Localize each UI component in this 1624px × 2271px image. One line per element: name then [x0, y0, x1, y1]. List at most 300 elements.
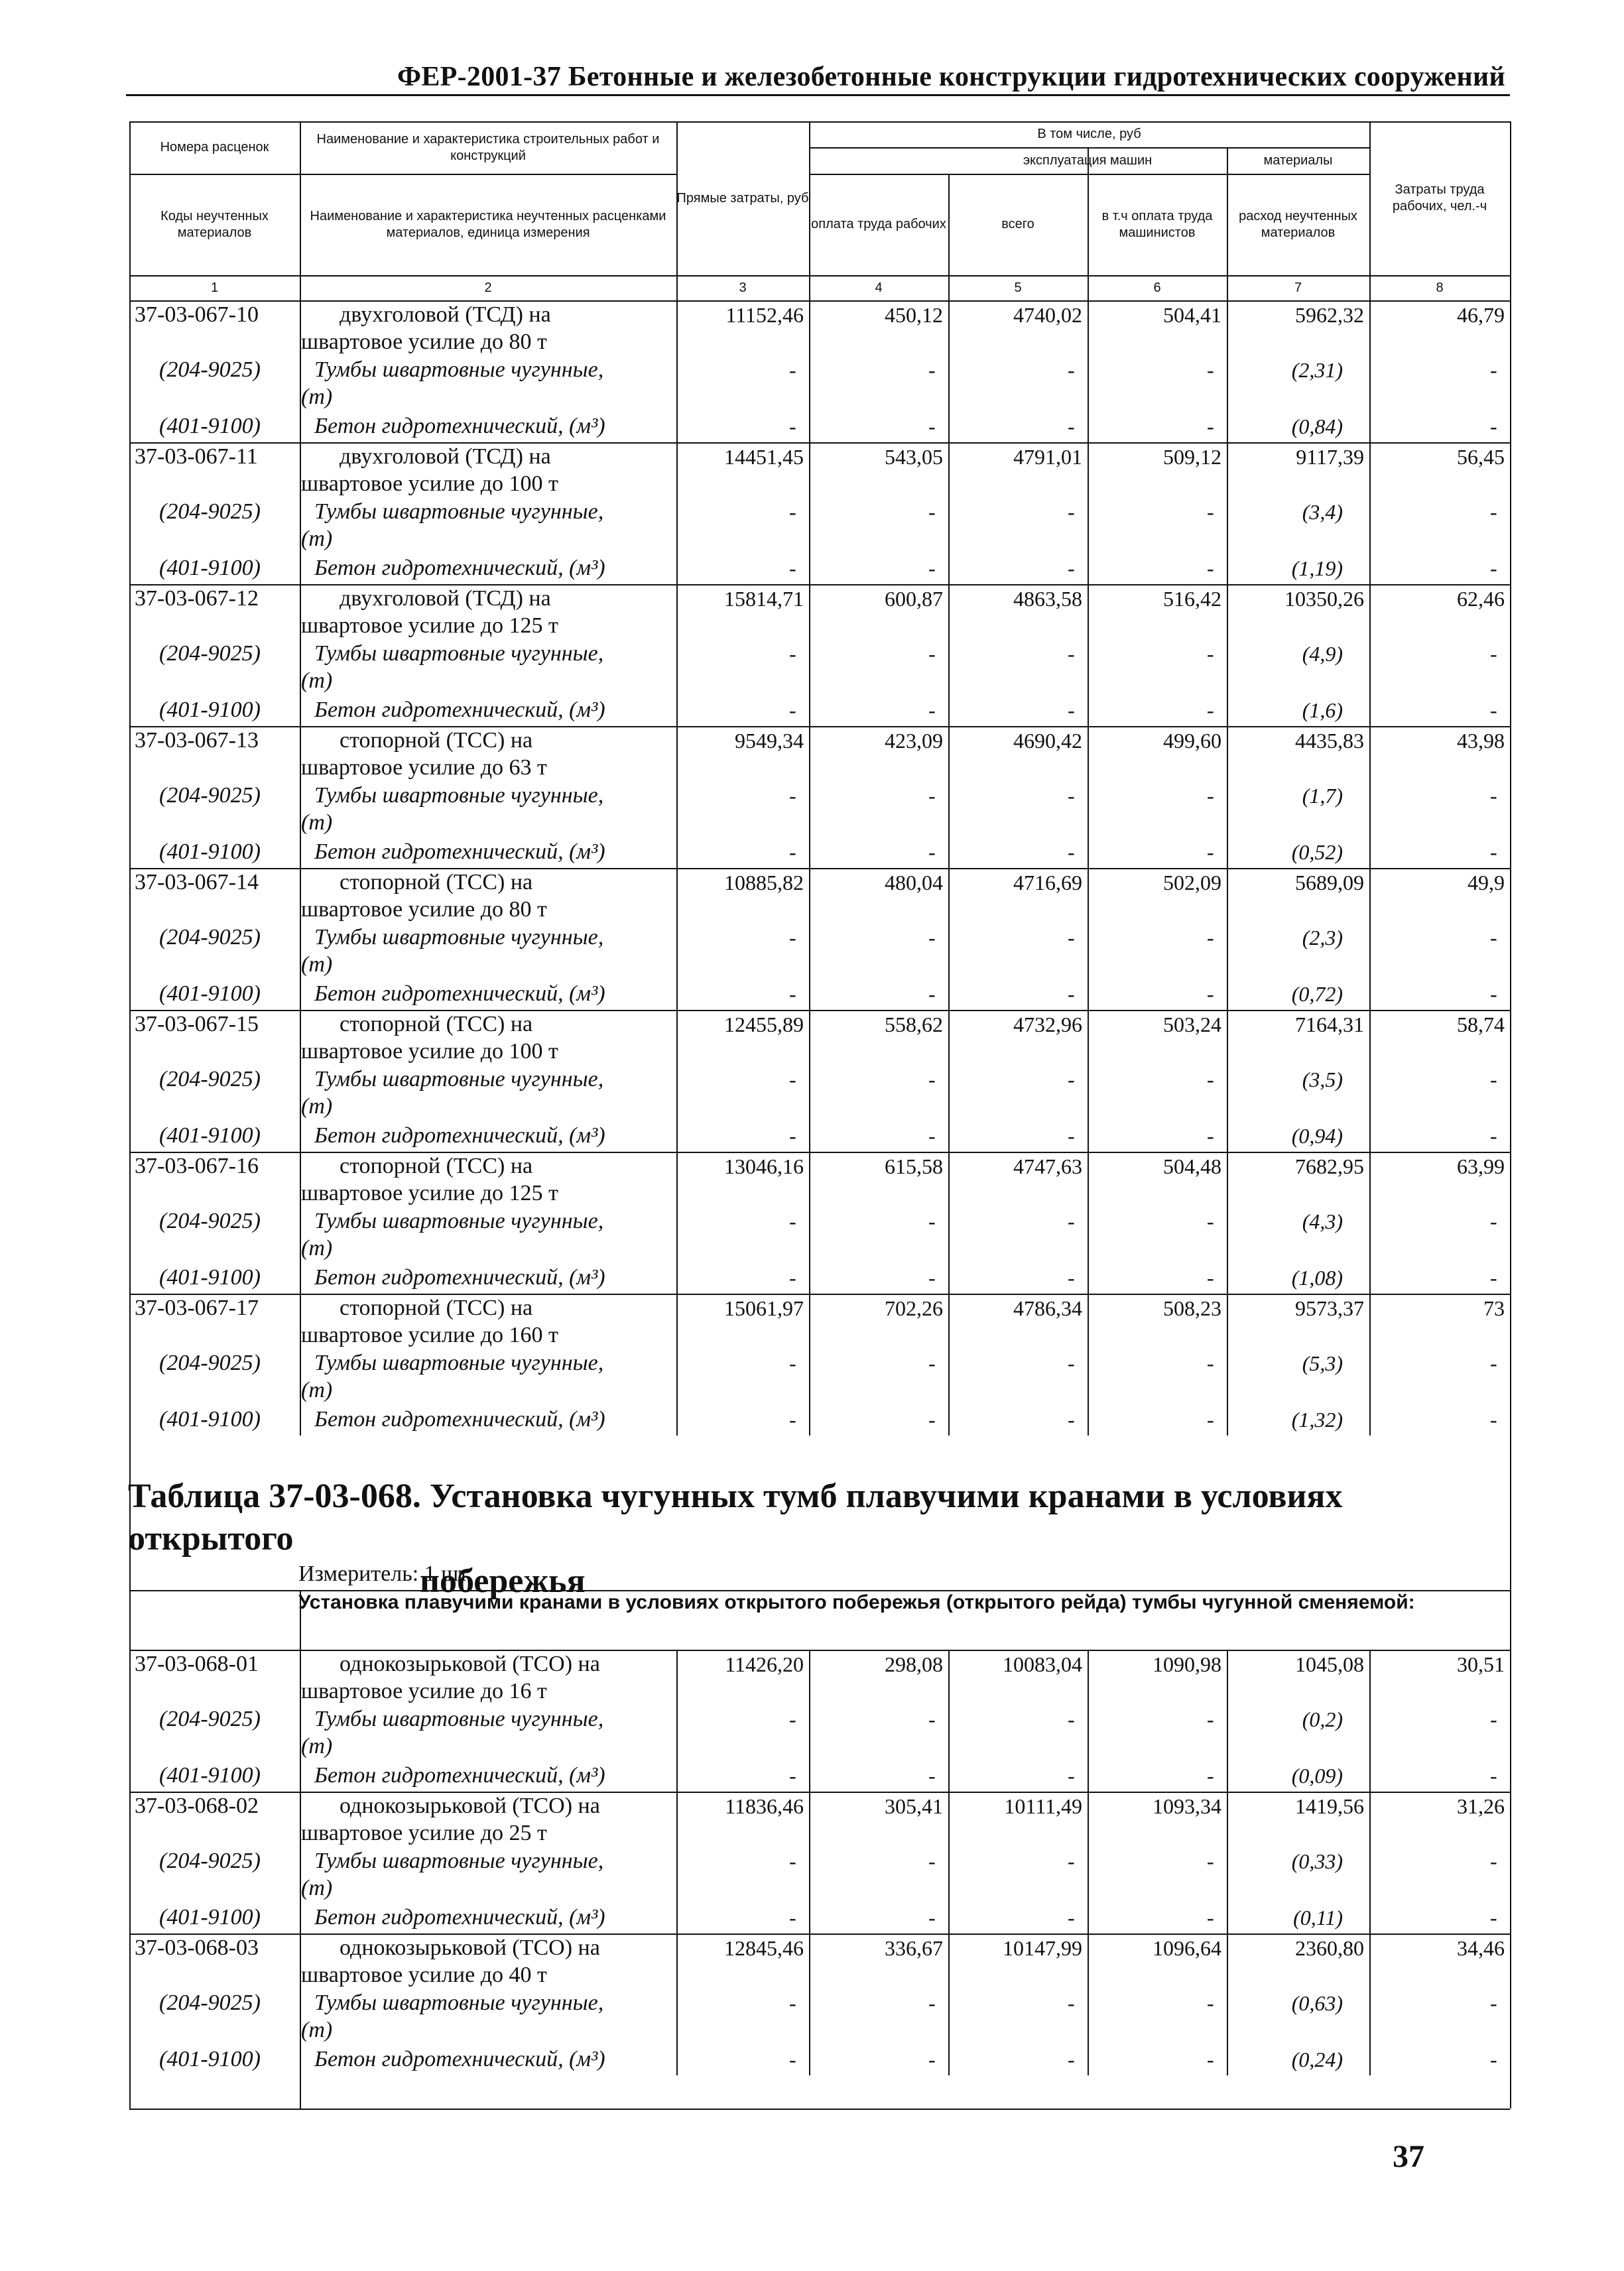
dash: -	[1207, 500, 1214, 524]
material-code: (204-9025)	[159, 1991, 261, 2015]
value-mat: 5689,09	[1295, 871, 1364, 894]
value-direct: 14451,45	[724, 445, 804, 469]
dash: -	[1068, 556, 1075, 580]
rate-code: 37-03-068-03	[135, 1935, 259, 1960]
column-rule	[129, 2075, 131, 2109]
dash: -	[1207, 1068, 1214, 1091]
col-codes2-header: Коды неучтенных материалов	[160, 208, 269, 240]
material-amount: (1,32)	[1291, 1408, 1343, 1432]
material-name: Тумбы швартовные чугунные,	[314, 1849, 604, 1873]
dash: -	[928, 698, 936, 722]
dash: -	[928, 358, 936, 382]
material-name: Тумбы швартовные чугунные,	[314, 641, 604, 666]
col-number: 5	[1014, 280, 1022, 295]
dash: -	[928, 1408, 936, 1432]
dash: -	[1207, 358, 1214, 382]
material-code: (204-9025)	[159, 357, 261, 382]
value-incl: 503,24	[1163, 1013, 1221, 1036]
work-name-line1: однокозырьковой (ТСО) на	[340, 1794, 600, 1818]
material-amount: (2,3)	[1302, 926, 1343, 950]
value-total: 10147,99	[1003, 1936, 1082, 1960]
value-direct: 12455,89	[724, 1013, 804, 1036]
material-unit: (т)	[301, 2018, 333, 2042]
dash: -	[928, 556, 936, 580]
material-unit: (т)	[301, 668, 333, 693]
dash: -	[789, 358, 796, 382]
column-rule	[1227, 1650, 1228, 2075]
work-name-line1: однокозырьковой (ТСО) на	[340, 1935, 600, 1960]
material-name: Тумбы швартовные чугунные,	[314, 1067, 604, 1091]
value-incl: 504,48	[1163, 1154, 1221, 1178]
material-amount: (4,3)	[1302, 1209, 1343, 1233]
col-exploit-header: эксплуатация машин	[1023, 153, 1153, 168]
work-name-line2: швартовое усилие до 25 т	[301, 1821, 547, 1845]
material-amount: (2,31)	[1291, 358, 1343, 382]
dash: -	[789, 1764, 796, 1788]
material-code: (401-9100)	[159, 1905, 261, 1930]
dash: -	[928, 982, 936, 1006]
dash: -	[1490, 1707, 1497, 1731]
value-pay: 298,08	[885, 1652, 943, 1676]
value-pay: 558,62	[885, 1013, 943, 1036]
material-unit: (т)	[301, 1094, 333, 1119]
dash: -	[789, 1849, 796, 1873]
dash: -	[1207, 414, 1214, 438]
dash: -	[1490, 840, 1497, 864]
value-labor: 58,74	[1457, 1013, 1505, 1036]
dash: -	[928, 1906, 936, 1930]
rate-code: 37-03-067-14	[135, 870, 259, 894]
work-name-line2: швартовое усилие до 100 т	[301, 1039, 558, 1064]
material-name: Бетон гидротехнический, (м³)	[314, 556, 605, 580]
dash: -	[1490, 1351, 1497, 1375]
dash: -	[1068, 642, 1075, 666]
material-name: Тумбы швартовные чугунные,	[314, 925, 604, 950]
value-total: 4732,96	[1013, 1013, 1082, 1036]
value-labor: 31,26	[1457, 1794, 1505, 1818]
rate-code: 37-03-067-13	[135, 728, 259, 753]
material-code: (204-9025)	[159, 1351, 261, 1375]
material-name: Бетон гидротехнический, (м³)	[314, 1905, 605, 1930]
rate-code: 37-03-067-15	[135, 1012, 259, 1036]
dash: -	[1490, 1991, 1497, 2015]
dash: -	[928, 2048, 936, 2071]
dash: -	[1207, 1906, 1214, 1930]
col-number: 6	[1153, 280, 1161, 295]
column-rule	[300, 2075, 301, 2109]
material-code: (401-9100)	[159, 1265, 261, 1290]
dash: -	[1068, 2048, 1075, 2071]
dash: -	[789, 500, 796, 524]
value-labor: 56,45	[1457, 445, 1505, 469]
dash: -	[1490, 1408, 1497, 1432]
dash: -	[1068, 500, 1075, 524]
work-name-line1: стопорной (ТСС) на	[340, 870, 533, 894]
col-direct-header: Прямые затраты, руб	[676, 190, 809, 206]
material-amount: (0,24)	[1291, 2048, 1343, 2071]
value-incl: 516,42	[1163, 587, 1221, 611]
dash: -	[789, 2048, 796, 2071]
dash: -	[1207, 1351, 1214, 1375]
material-amount: (0,84)	[1291, 414, 1343, 438]
value-pay: 305,41	[885, 1794, 943, 1818]
work-name-line1: двухголовой (ТСД) на	[340, 302, 551, 327]
col-name-header: Наименование и характеристика строительных работ и конструкций	[316, 131, 660, 163]
value-direct: 9549,34	[735, 729, 804, 753]
dash: -	[1068, 982, 1075, 1006]
dash: -	[1068, 926, 1075, 950]
dash: -	[928, 1351, 936, 1375]
material-amount: (0,63)	[1291, 1991, 1343, 2015]
dash: -	[789, 1124, 796, 1148]
column-rule	[1088, 300, 1089, 1436]
dash: -	[1490, 926, 1497, 950]
material-unit: (т)	[301, 1876, 333, 1900]
dash: -	[789, 642, 796, 666]
column-rule	[948, 1650, 950, 2075]
dash: -	[789, 1408, 796, 1432]
value-direct: 13046,16	[724, 1154, 804, 1178]
dash: -	[1207, 1266, 1214, 1290]
material-amount: (1,7)	[1302, 784, 1343, 808]
dash: -	[928, 1849, 936, 1873]
dash: -	[1207, 926, 1214, 950]
material-name: Бетон гидротехнический, (м³)	[314, 2047, 605, 2071]
material-name: Бетон гидротехнический, (м³)	[314, 1265, 605, 1290]
material-code: (204-9025)	[159, 1707, 261, 1731]
material-name: Тумбы швартовные чугунные,	[314, 783, 604, 808]
table-bottom-rule	[129, 2109, 1510, 2110]
dash: -	[789, 840, 796, 864]
value-direct: 12845,46	[724, 1936, 804, 1960]
value-mat: 1045,08	[1295, 1652, 1364, 1676]
value-labor: 62,46	[1457, 587, 1505, 611]
dash: -	[1207, 556, 1214, 580]
install-description: Установка плавучими кранами в условиях открытого побережья (открытого рейда) тумбы чугунной сменяемой:	[298, 1591, 1415, 1613]
column-rule	[1510, 1650, 1511, 2075]
col-incl-header: В том числе, руб	[1037, 127, 1141, 141]
dash: -	[928, 1707, 936, 1731]
value-incl: 499,60	[1163, 729, 1221, 753]
column-rule	[129, 300, 131, 1436]
dash: -	[1490, 698, 1497, 722]
dash: -	[1068, 1849, 1075, 1873]
dash: -	[928, 414, 936, 438]
dash: -	[1068, 1124, 1075, 1148]
work-name-line2: швартовое усилие до 16 т	[301, 1679, 547, 1703]
col-materials-header: материалы	[1263, 153, 1333, 168]
dash: -	[928, 1991, 936, 2015]
work-name-line2: швартовое усилие до 100 т	[301, 471, 558, 496]
work-name-line2: швартовое усилие до 125 т	[301, 613, 558, 638]
value-pay: 600,87	[885, 587, 943, 611]
dash: -	[789, 1707, 796, 1731]
value-mat: 5962,32	[1295, 303, 1364, 327]
rate-code: 37-03-067-17	[135, 1296, 259, 1320]
material-amount: (4,9)	[1302, 642, 1343, 666]
value-direct: 10885,82	[724, 871, 804, 894]
column-rule	[676, 300, 678, 1436]
dash: -	[1068, 840, 1075, 864]
value-incl: 502,09	[1163, 871, 1221, 894]
dash: -	[1068, 1068, 1075, 1091]
value-incl: 504,41	[1163, 303, 1221, 327]
dash: -	[1068, 1707, 1075, 1731]
dash: -	[1490, 1124, 1497, 1148]
dash: -	[789, 1906, 796, 1930]
dash: -	[789, 1068, 796, 1091]
dash: -	[1068, 1764, 1075, 1788]
value-mat: 2360,80	[1295, 1936, 1364, 1960]
column-rule	[1088, 1650, 1089, 2075]
header-rule	[126, 94, 1510, 96]
dash: -	[789, 982, 796, 1006]
value-total: 4716,69	[1013, 871, 1082, 894]
material-code: (204-9025)	[159, 925, 261, 950]
value-mat: 7164,31	[1295, 1013, 1364, 1036]
dash: -	[1490, 414, 1497, 438]
work-name-line2: швартовое усилие до 80 т	[301, 330, 547, 354]
rate-code: 37-03-067-10	[135, 302, 259, 327]
dash: -	[1207, 698, 1214, 722]
material-code: (204-9025)	[159, 1849, 261, 1873]
material-unit: (т)	[301, 1734, 333, 1758]
col-consumption-header: расход неучтенных материалов	[1239, 208, 1357, 240]
dash: -	[1490, 1906, 1497, 1930]
dash: -	[1490, 1209, 1497, 1233]
material-code: (401-9100)	[159, 839, 261, 864]
material-code: (204-9025)	[159, 499, 261, 524]
material-name: Бетон гидротехнический, (м³)	[314, 698, 605, 722]
material-amount: (5,3)	[1302, 1351, 1343, 1375]
material-name: Бетон гидротехнический, (м³)	[314, 1763, 605, 1788]
work-name-line1: стопорной (ТСС) на	[340, 1296, 533, 1320]
value-direct: 15814,71	[724, 587, 804, 611]
value-incl: 508,23	[1163, 1296, 1221, 1320]
material-unit: (т)	[301, 385, 333, 409]
value-direct: 11426,20	[725, 1652, 804, 1676]
dash: -	[1068, 698, 1075, 722]
dash: -	[1068, 414, 1075, 438]
value-mat: 4435,83	[1295, 729, 1364, 753]
dash: -	[1490, 500, 1497, 524]
material-amount: (1,6)	[1302, 698, 1343, 722]
value-direct: 11836,46	[725, 1794, 804, 1818]
material-code: (204-9025)	[159, 783, 261, 808]
col-number: 8	[1436, 280, 1444, 295]
value-mat: 9573,37	[1295, 1296, 1364, 1320]
dash: -	[789, 698, 796, 722]
material-code: (204-9025)	[159, 1067, 261, 1091]
dash: -	[1490, 1068, 1497, 1091]
dash: -	[1490, 358, 1497, 382]
dash: -	[1207, 1849, 1214, 1873]
column-rule	[1369, 300, 1371, 1436]
material-amount: (3,5)	[1302, 1068, 1343, 1091]
column-rule	[1510, 300, 1511, 1436]
value-incl: 1093,34	[1153, 1794, 1221, 1818]
value-total: 4791,01	[1013, 445, 1082, 469]
value-mat: 9117,39	[1296, 445, 1364, 469]
work-name-line1: двухголовой (ТСД) на	[340, 586, 551, 611]
dash: -	[789, 556, 796, 580]
dash: -	[1068, 1209, 1075, 1233]
dash: -	[928, 926, 936, 950]
material-unit: (т)	[301, 952, 333, 977]
value-labor: 43,98	[1457, 729, 1505, 753]
work-name-line1: стопорной (ТСС) на	[340, 728, 533, 753]
dash: -	[789, 1266, 796, 1290]
dash: -	[1490, 784, 1497, 808]
value-direct: 15061,97	[724, 1296, 804, 1320]
dash: -	[1068, 1991, 1075, 2015]
dash: -	[1068, 358, 1075, 382]
material-code: (401-9100)	[159, 2047, 261, 2071]
dash: -	[1490, 982, 1497, 1006]
material-unit: (т)	[301, 526, 333, 551]
dash: -	[928, 1068, 936, 1091]
col-inclpay-header: в т.ч оплата труда машинистов	[1101, 208, 1213, 240]
dash: -	[928, 500, 936, 524]
dash: -	[1490, 1266, 1497, 1290]
value-incl: 1096,64	[1153, 1936, 1221, 1960]
material-amount: (3,4)	[1302, 500, 1343, 524]
rate-code: 37-03-068-02	[135, 1794, 259, 1818]
dash: -	[1207, 1707, 1214, 1731]
material-amount: (0,33)	[1291, 1849, 1343, 1873]
column-rule	[676, 1650, 678, 2075]
dash: -	[789, 414, 796, 438]
material-amount: (0,09)	[1291, 1764, 1343, 1788]
value-total: 10083,04	[1003, 1652, 1082, 1676]
material-code: (401-9100)	[159, 1123, 261, 1148]
dash: -	[789, 1351, 796, 1375]
material-amount: (0,52)	[1291, 840, 1343, 864]
value-labor: 73	[1483, 1296, 1505, 1320]
col-name2-header: Наименование и характеристика неучтенных расценками материалов, единица измерения	[310, 208, 666, 240]
column-rule	[1510, 121, 1511, 300]
value-mat: 10350,26	[1284, 587, 1364, 611]
value-pay: 702,26	[885, 1296, 943, 1320]
value-pay: 336,67	[885, 1936, 943, 1960]
material-code: (401-9100)	[159, 556, 261, 580]
col-labor-header: Затраты труда рабочих, чел.-ч	[1392, 182, 1487, 214]
dash: -	[928, 1266, 936, 1290]
material-amount: (1,19)	[1291, 556, 1343, 580]
value-incl: 509,12	[1163, 445, 1221, 469]
material-amount: (0,11)	[1293, 1906, 1343, 1930]
dash: -	[1207, 1209, 1214, 1233]
dash: -	[928, 1209, 936, 1233]
material-code: (401-9100)	[159, 414, 261, 438]
column-rule	[1227, 300, 1228, 1436]
dash: -	[928, 642, 936, 666]
material-name: Бетон гидротехнический, (м³)	[314, 414, 605, 438]
dash: -	[789, 1991, 796, 2015]
dash: -	[1207, 982, 1214, 1006]
rate-code: 37-03-068-01	[135, 1652, 259, 1676]
value-total: 4863,58	[1013, 587, 1082, 611]
col-number: 1	[210, 280, 219, 295]
value-pay: 615,58	[885, 1154, 943, 1178]
meter-label: Измеритель: 1 шт.	[298, 1562, 473, 1586]
value-direct: 11152,46	[725, 303, 804, 327]
column-rule	[809, 300, 810, 1436]
col-number: 7	[1294, 280, 1302, 295]
value-pay: 450,12	[885, 303, 943, 327]
material-code: (401-9100)	[159, 698, 261, 722]
col-number: 3	[739, 280, 747, 295]
col-code-header: Номера расценок	[160, 140, 269, 154]
material-name: Бетон гидротехнический, (м³)	[314, 839, 605, 864]
dash: -	[1207, 642, 1214, 666]
dash: -	[1068, 1906, 1075, 1930]
table-title-line1: Таблица 37-03-068. Установка чугунных тумб плавучими кранами в условиях открытого	[128, 1477, 1343, 1558]
dash: -	[928, 1124, 936, 1148]
col-pay-header: оплата труда рабочих	[811, 217, 946, 231]
column-rule	[809, 1650, 810, 2075]
col-number: 4	[875, 280, 883, 295]
column-rule	[300, 1590, 301, 1650]
value-total: 4740,02	[1013, 303, 1082, 327]
value-labor: 49,9	[1468, 871, 1505, 894]
column-rule	[300, 300, 301, 1436]
col-number: 2	[484, 280, 492, 295]
dash: -	[1207, 1124, 1214, 1148]
dash: -	[1207, 1991, 1214, 2015]
column-rule	[1369, 1650, 1371, 2075]
dash: -	[1068, 784, 1075, 808]
material-name: Тумбы швартовные чугунные,	[314, 1351, 604, 1375]
work-name-line1: стопорной (ТСС) на	[340, 1012, 533, 1036]
work-name-line2: швартовое усилие до 40 т	[301, 1963, 547, 1987]
dash: -	[928, 1764, 936, 1788]
value-pay: 543,05	[885, 445, 943, 469]
material-name: Бетон гидротехнический, (м³)	[314, 981, 605, 1006]
dash: -	[789, 784, 796, 808]
install-top-rule	[129, 1590, 1510, 1591]
value-incl: 1090,98	[1153, 1652, 1221, 1676]
column-rule	[300, 1650, 301, 2075]
dash: -	[789, 1209, 796, 1233]
dash: -	[928, 840, 936, 864]
value-pay: 480,04	[885, 871, 943, 894]
value-mat: 1419,56	[1295, 1794, 1364, 1818]
value-total: 4786,34	[1013, 1296, 1082, 1320]
page-number: 37	[1393, 2139, 1424, 2174]
material-amount: (0,94)	[1291, 1124, 1343, 1148]
rate-code: 37-03-067-11	[135, 444, 258, 469]
dash: -	[1490, 1849, 1497, 1873]
column-rule	[129, 1650, 131, 2075]
dash: -	[1490, 1764, 1497, 1788]
table-title-line2: побережья	[420, 1562, 586, 1600]
material-name: Бетон гидротехнический, (м³)	[314, 1123, 605, 1148]
dash: -	[789, 926, 796, 950]
dash: -	[1068, 1351, 1075, 1375]
material-unit: (т)	[301, 1378, 333, 1402]
column-rule	[129, 1436, 131, 1650]
dash: -	[1068, 1266, 1075, 1290]
material-unit: (т)	[301, 1236, 333, 1260]
dash: -	[1490, 642, 1497, 666]
material-code: (204-9025)	[159, 1209, 261, 1233]
work-name-line1: однокозырьковой (ТСО) на	[340, 1652, 600, 1676]
dash: -	[1490, 556, 1497, 580]
page-header: ФЕР-2001-37 Бетонные и железобетонные конструкции гидротехнических сооружений	[397, 62, 1505, 92]
work-name-line2: швартовое усилие до 63 т	[301, 755, 547, 780]
material-code: (204-9025)	[159, 641, 261, 666]
